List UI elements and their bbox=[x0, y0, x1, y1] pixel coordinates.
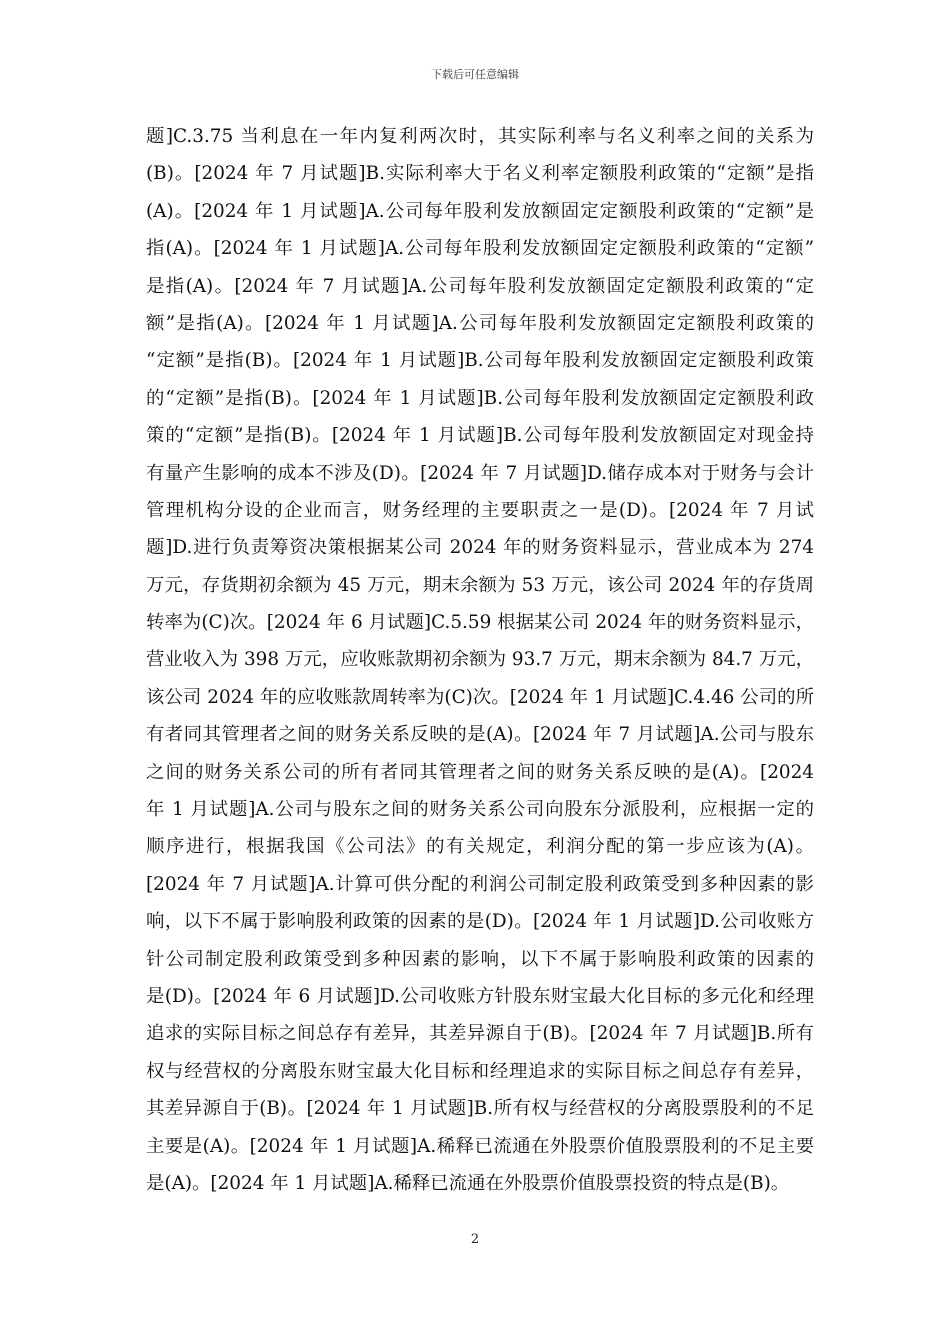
body-text-line: 指(A)。[2024 年 1 月试题]A.公司每年股利发放额固定定额股利政策的“定额” bbox=[146, 238, 814, 260]
body-text-line: 是(A)。[2024 年 1 月试题]A.稀释已流通在外股票价值股票投资的特点是(B)。 bbox=[146, 1172, 790, 1194]
body-text-line: 转率为(C)次。[2024 年 6 月试题]C.5.59 根据某公司 2024 年的财务资料显示， bbox=[146, 612, 814, 634]
body-text-line: 题]D.进行负责筹资决策根据某公司 2024 年的财务资料显示，营业成本为 274 bbox=[146, 537, 814, 559]
body-text-line: 营业收入为 398 万元，应收账款期初余额为 93.7 万元，期末余额为 84.7 万元， bbox=[146, 649, 814, 671]
page-number: 2 bbox=[470, 1232, 480, 1247]
body-text-line: 额”是指(A)。[2024 年 1 月试题]A.公司每年股利发放额固定定额股利政策的 bbox=[146, 312, 814, 334]
body-text-line: 年 1 月试题]A.公司与股东之间的财务关系公司向股东分派股利，应根据一定的 bbox=[146, 799, 814, 821]
page-header-note: 下载后可任意编辑 bbox=[431, 68, 519, 81]
body-text-line: 是(D)。[2024 年 6 月试题]D.公司收账方针股东财宝最大化目标的多元化和经理 bbox=[146, 985, 814, 1007]
body-text-line: 顺序进行，根据我国《公司法》的有关规定，利润分配的第一步应该为(A)。 bbox=[146, 836, 814, 858]
body-text-line: 追求的实际目标之间总存有差异，其差异源自于(B)。[2024 年 7 月试题]B.所有 bbox=[146, 1023, 814, 1045]
body-text-line: 万元，存货期初余额为 45 万元，期末余额为 53 万元，该公司 2024 年的存货周 bbox=[146, 574, 814, 596]
body-text-line: 有者同其管理者之间的财务关系反映的是(A)。[2024 年 7 月试题]A.公司与股东 bbox=[146, 724, 814, 746]
body-text-line: 题]C.3.75 当利息在一年内复利两次时，其实际利率与名义利率之间的关系为 bbox=[146, 126, 814, 147]
body-text-line: (B)。[2024 年 7 月试题]B.实际利率大于名义利率定额股利政策的“定额”是指 bbox=[146, 163, 814, 185]
body-text-line: 的“定额”是指(B)。[2024 年 1 月试题]B.公司每年股利发放额固定定额股利政 bbox=[146, 387, 814, 409]
body-text-line: (A)。[2024 年 1 月试题]A.公司每年股利发放额固定定额股利政策的“定额”是 bbox=[146, 200, 814, 222]
body-text-line: 有量产生影响的成本不涉及(D)。[2024 年 7 月试题]D.储存成本对于财务与会计 bbox=[146, 462, 814, 484]
body-text-line: [2024 年 7 月试题]A.计算可供分配的利润公司制定股利政策受到多种因素的影 bbox=[146, 873, 814, 895]
body-text-line: 权与经营权的分离股东财宝最大化目标和经理追求的实际目标之间总存有差异， bbox=[146, 1060, 814, 1082]
body-text-line: 针公司制定股利政策受到多种因素的影响，以下不属于影响股利政策的因素的 bbox=[146, 948, 814, 970]
body-text-line: 策的“定额”是指(B)。[2024 年 1 月试题]B.公司每年股利发放额固定对现金持 bbox=[146, 425, 814, 447]
body-text-line: 之间的财务关系公司的所有者同其管理者之间的财务关系反映的是(A)。[2024 bbox=[146, 761, 814, 783]
body-text-line: 响，以下不属于影响股利政策的因素的是(D)。[2024 年 1 月试题]D.公司收账方 bbox=[146, 911, 814, 933]
body-text-line: “定额”是指(B)。[2024 年 1 月试题]B.公司每年股利发放额固定定额股利政策 bbox=[146, 350, 814, 372]
body-text-line: 该公司 2024 年的应收账款周转率为(C)次。[2024 年 1 月试题]C.4.46 公司的所 bbox=[146, 686, 814, 708]
body-text-line: 管理机构分设的企业而言，财务经理的主要职责之一是(D)。[2024 年 7 月试 bbox=[146, 499, 814, 521]
document-body bbox=[146, 118, 814, 1202]
body-text-line: 是指(A)。[2024 年 7 月试题]A.公司每年股利发放额固定定额股利政策的“定 bbox=[146, 275, 814, 297]
body-text-line: 其差异源自于(B)。[2024 年 1 月试题]B.所有权与经营权的分离股票股利的不足 bbox=[146, 1098, 814, 1120]
body-text-line: 主要是(A)。[2024 年 1 月试题]A.稀释已流通在外股票价值股票股利的不足主要 bbox=[146, 1135, 814, 1157]
